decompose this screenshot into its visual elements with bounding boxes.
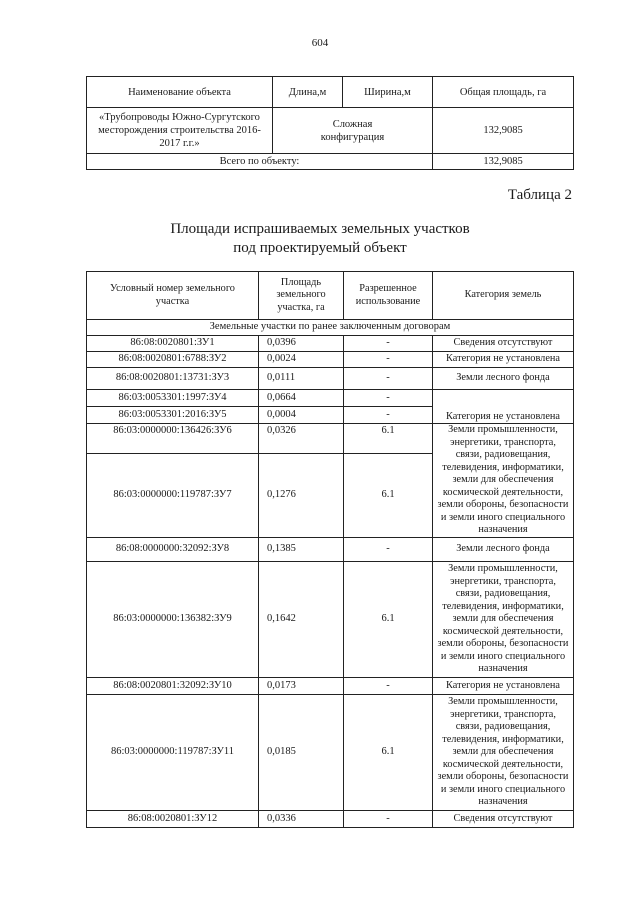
plot-number: 86:03:0053301:2016:ЗУ5	[87, 407, 259, 424]
plot-number: 86:03:0053301:1997:ЗУ4	[87, 390, 259, 407]
header-width: Ширина,м	[343, 77, 433, 108]
table-row	[87, 811, 574, 828]
table-row	[87, 390, 574, 407]
plot-category: Земли промышленности, энергетики, транспорта, связи, радиовещания, телевидения, информатики, земли для обеспечения космической деятельности, земли обороны, безопасности и земли иного специального назначения	[433, 695, 574, 811]
table-header-row	[87, 77, 574, 108]
header-object-name: Наименование объекта	[87, 77, 273, 108]
table-label: Таблица 2	[507, 187, 572, 203]
plot-number: 86:08:0020801:32092:ЗУ10	[87, 678, 259, 695]
header-total-area: Общая площадь, га	[433, 77, 574, 108]
table-header-row	[87, 272, 574, 320]
header-length: Длина,м	[273, 77, 343, 108]
table-title	[0, 220, 640, 258]
plot-use: -	[344, 336, 433, 352]
plot-category: Земли лесного фонда	[433, 538, 574, 562]
table-row	[87, 108, 574, 154]
total-row	[87, 154, 574, 170]
plot-use: 6.1	[344, 424, 433, 454]
plot-use: 6.1	[344, 454, 433, 538]
object-area: 132,9085	[433, 108, 574, 154]
table-row	[87, 424, 574, 454]
object-name: «Трубопроводы Южно-Сургутского месторождения строительства 2016-2017 г.г.»	[87, 108, 273, 154]
table-row	[87, 368, 574, 390]
page-number: 604	[311, 37, 329, 49]
plot-area: 0,0396	[259, 336, 344, 352]
land-plots-table	[86, 271, 574, 828]
table-row	[87, 695, 574, 811]
plot-category: Земли промышленности, энергетики, транспорта, связи, радиовещания, телевидения, информатики, земли для обеспечения космической деятельности, земли обороны, безопасности и земли иного специального назначения	[433, 562, 574, 678]
total-area: 132,9085	[433, 154, 574, 170]
plot-area: 0,0185	[259, 695, 344, 811]
plot-use: -	[344, 407, 433, 424]
plot-use: -	[344, 390, 433, 407]
table-row	[87, 407, 574, 424]
plot-category: Категория не установлена	[433, 678, 574, 695]
object-configuration: Сложная конфигурация	[273, 108, 433, 154]
table-row	[87, 678, 574, 695]
title-line-1: Площади испрашиваемых земельных участков	[170, 221, 470, 237]
plot-area: 0,0004	[259, 407, 344, 424]
plot-area: 0,0664	[259, 390, 344, 407]
plot-category: Земли лесного фонда	[433, 368, 574, 390]
plot-number: 86:03:0000000:119787:ЗУ11	[87, 695, 259, 811]
plot-number: 86:08:0020801:ЗУ1	[87, 336, 259, 352]
header-plot-number: Условный номер земельного участка	[87, 272, 259, 320]
plot-number: 86:08:0020801:13731:ЗУ3	[87, 368, 259, 390]
plot-use: 6.1	[344, 562, 433, 678]
table-row	[87, 336, 574, 352]
object-summary-table	[86, 76, 574, 170]
table-row	[87, 352, 574, 368]
plot-category	[433, 390, 574, 407]
section-label: Земельные участки по ранее заключенным договорам	[87, 320, 574, 336]
plot-use: -	[344, 678, 433, 695]
plot-use: 6.1	[344, 695, 433, 811]
plot-number: 86:03:0000000:136426:ЗУ6	[87, 424, 259, 454]
plot-category: Категория не установлена	[433, 407, 574, 424]
plot-category: Земли промышленности, энергетики, транспорта, связи, радиовещания, телевидения, информатики, земли для обеспечения космической деятельности, земли обороны, безопасности и земли иного специального назначения	[433, 424, 574, 538]
table-row	[87, 538, 574, 562]
plot-use: -	[344, 352, 433, 368]
plot-use: -	[344, 811, 433, 828]
header-plot-area: Площадь земельного участка, га	[259, 272, 344, 320]
header-permitted-use: Разрешенное использование	[344, 272, 433, 320]
plot-number: 86:08:0020801:ЗУ12	[87, 811, 259, 828]
plot-area: 0,1385	[259, 538, 344, 562]
plot-area: 0,0326	[259, 424, 344, 454]
plot-use: -	[344, 368, 433, 390]
total-label: Всего по объекту:	[87, 154, 433, 170]
plot-area: 0,0173	[259, 678, 344, 695]
plot-category: Категория не установлена	[433, 352, 574, 368]
plot-number: 86:03:0000000:136382:ЗУ9	[87, 562, 259, 678]
plot-area: 0,0024	[259, 352, 344, 368]
plot-number: 86:03:0000000:119787:ЗУ7	[87, 454, 259, 538]
section-row	[87, 320, 574, 336]
plot-use: -	[344, 538, 433, 562]
header-land-category: Категория земель	[433, 272, 574, 320]
plot-area: 0,1642	[259, 562, 344, 678]
plot-area: 0,0336	[259, 811, 344, 828]
plot-category: Сведения отсутствуют	[433, 336, 574, 352]
title-line-2: под проектируемый объект	[233, 240, 407, 256]
plot-number: 86:08:0020801:6788:ЗУ2	[87, 352, 259, 368]
plot-area: 0,1276	[259, 454, 344, 538]
plot-category: Сведения отсутствуют	[433, 811, 574, 828]
plot-number: 86:08:0000000:32092:ЗУ8	[87, 538, 259, 562]
plot-area: 0,0111	[259, 368, 344, 390]
table-row	[87, 562, 574, 678]
